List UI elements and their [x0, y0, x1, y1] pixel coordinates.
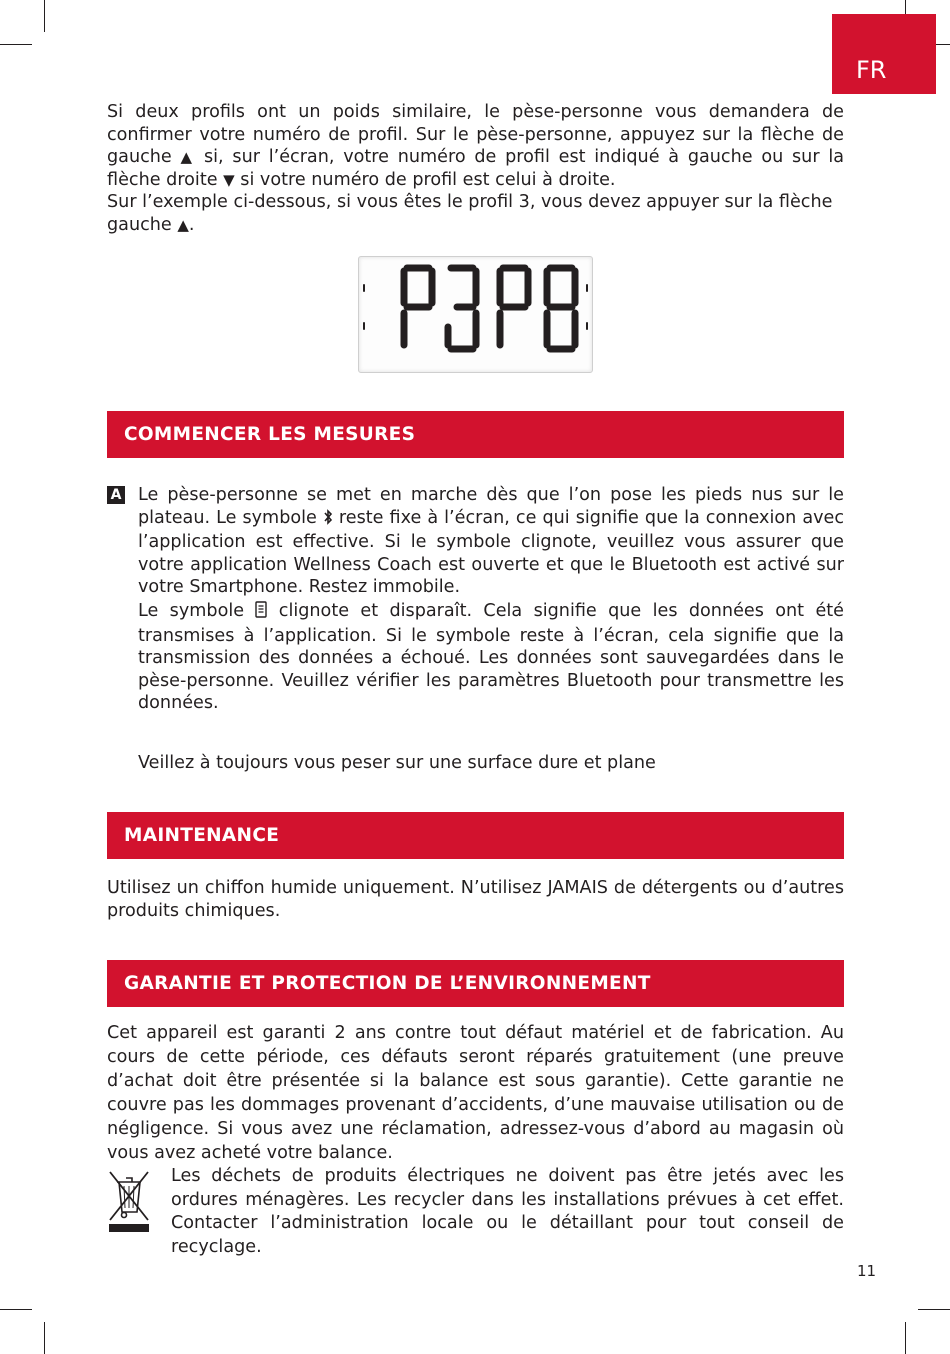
language-label: FR [856, 56, 887, 84]
up-arrow-icon: ▲ [177, 215, 189, 234]
intro-paragraph [107, 101, 844, 191]
warranty-paragraph: Cet appareil est garanti 2 ans contre tout défaut matériel et de fabrication. Au cours de cette période, ces défauts seront réparés gratuitement (une preuve d’achat doit être présentée si la balance est sous garantie). Cette garantie ne couvre pas les dommages provenant d’accidents, d’une mauvaise utilisation ou de négligence. Si vous avez une réclamation, adressez-vous d’abord au magasin où vous avez acheté votre balance. [107, 1023, 844, 1163]
section-header-measures [107, 411, 844, 458]
down-arrow-icon: ▼ [223, 170, 235, 189]
step-badge: A [107, 486, 125, 504]
crop-mark [44, 0, 45, 32]
measures-text: clignote et disparaît. Cela signifie que les données ont été transmises à l’application. Si le symbole reste à l’écran, cela signifie que la transmission des données a échoué. Les données sont sauvegardées dans le pèse-personne. Veuillez vérifier les paramètres Bluetooth pour transmettre les données. [138, 601, 844, 714]
measures-note: Veillez à toujours vous peser sur une surface dure et plane [138, 753, 656, 773]
maintenance-paragraph: Utilisez un chiffon humide uniquement. N’utilisez JAMAIS de détergents ou d’autres produits chimiques. [107, 878, 844, 921]
recycling-paragraph: Les déchets de produits électriques ne doivent pas être jetés avec les ordures ménagères. Les recycler dans les installations prévues à cet effet. Contacter l’administration locale ou le détaillant pour tout conseil de recyclage. [171, 1166, 844, 1257]
lcd-digits [359, 257, 592, 372]
data-transfer-icon [255, 601, 267, 625]
example-text: . [188, 214, 195, 235]
section-title: MAINTENANCE [124, 825, 280, 846]
example-paragraph [107, 191, 844, 236]
measures-text: reste fixe à l’écran, ce qui signifie que la connexion avec l’application est effective. Si le symbole clignote, veuillez vous assurer que votre application Wellness Coach est ouverte et que le Bluetooth est activé sur votre Smartphone. Restez immobile. [138, 507, 845, 598]
intro-text: Si deux profils ont un poids similaire, le pèse-personne vous demandera de confirmer votre numéro de profil. Sur le pèse-personne, appuyez sur la flèche de gauche [107, 102, 844, 168]
lcd-display [358, 256, 593, 373]
crossed-out-wheelie-bin-icon [108, 1168, 150, 1238]
example-text: Sur l’exemple ci-dessous, si vous êtes le profil 3, vous devez appuyer sur la flèche gauche [107, 192, 833, 235]
measures-text: Le pèse-personne se met en marche dès que l’on pose les pieds nus sur le plateau. Le symbole [138, 485, 844, 528]
section-title: COMMENCER LES MESURES [124, 424, 416, 445]
crop-mark [905, 1322, 906, 1354]
intro-text: si votre numéro de profil est celui à droite. [234, 169, 616, 190]
crop-mark [44, 1322, 45, 1354]
measures-text: Le symbole [138, 601, 256, 621]
bluetooth-icon [323, 509, 333, 532]
language-tab [832, 14, 936, 94]
page-number: 11 [857, 1262, 877, 1280]
section-header-warranty [107, 960, 844, 1007]
measures-paragraph-2 [138, 600, 844, 715]
section-title: GARANTIE ET PROTECTION DE L’ENVIRONNEMENT [124, 973, 651, 994]
crop-mark [0, 44, 32, 45]
measures-paragraph-1 [138, 484, 844, 599]
intro-text: si, sur l’écran, votre numéro de profil est indiqué à gauche ou sur la flèche droite [107, 147, 844, 190]
crop-mark [0, 1309, 32, 1310]
section-header-maintenance [107, 812, 844, 859]
up-arrow-icon: ▲ [180, 148, 196, 167]
crop-mark [918, 1309, 950, 1310]
